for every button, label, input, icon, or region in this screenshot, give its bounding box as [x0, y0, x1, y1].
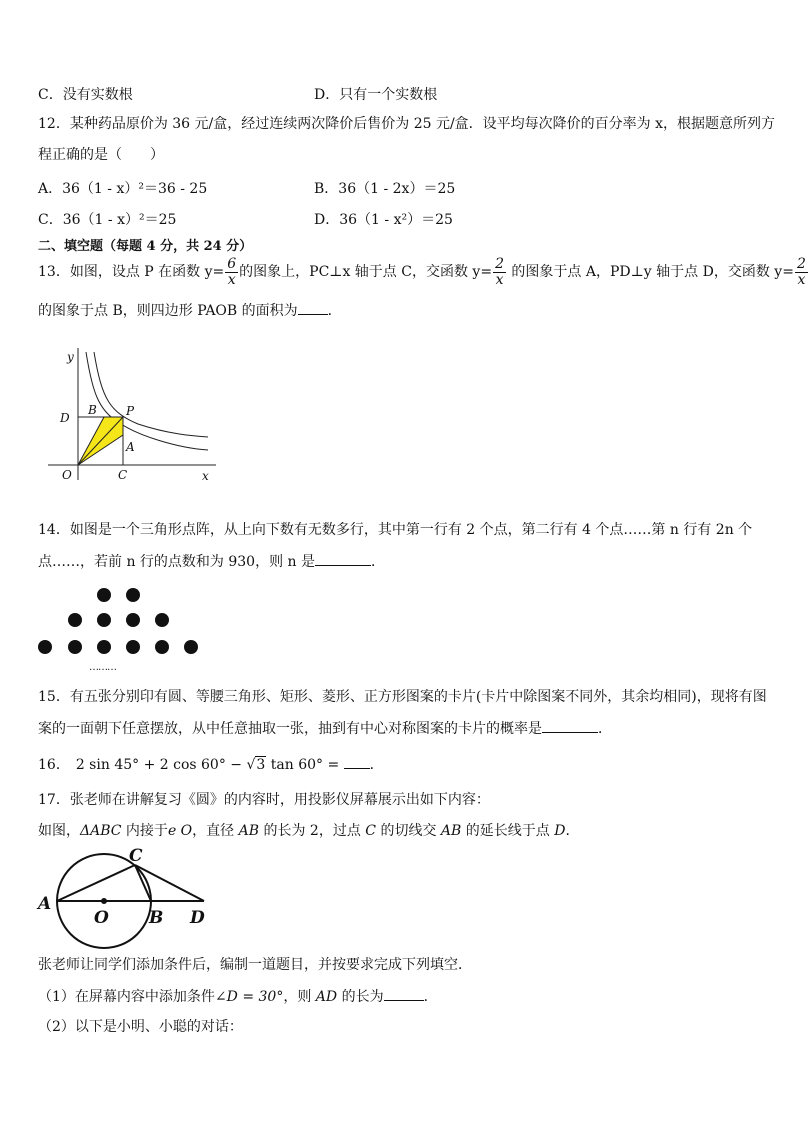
q13-end-punct: ．	[327, 303, 342, 319]
dot	[155, 613, 169, 627]
label-y: y	[67, 350, 74, 364]
fraction-denominator: x	[797, 271, 806, 288]
dot	[38, 640, 52, 654]
q13-text-3: 的图象于点 A，PD⊥y 轴于点 D，交函数 y=	[506, 264, 794, 280]
q12-option-b: B．36（1 - 2x）＝25	[314, 181, 456, 197]
dot	[97, 640, 111, 654]
center-point	[101, 898, 107, 904]
q13-stem-line1	[38, 256, 809, 288]
segment-ab: AB	[440, 823, 462, 839]
q13-stem-line2	[38, 302, 342, 319]
q15-stem-line2	[38, 720, 612, 737]
q15-text: 案的一面朝下任意摆放，从中任意抽取一张，抽到有中心对称图案的卡片的概率是	[38, 721, 542, 737]
dot	[126, 613, 140, 627]
q17-end-punct: ．	[565, 823, 580, 839]
label-x: x	[202, 469, 209, 483]
q16-end-punct: ．	[369, 757, 384, 773]
q17-circle-figure	[34, 843, 214, 928]
dot	[68, 640, 82, 654]
continuation-ellipsis: ………	[89, 662, 116, 673]
q15-end-punct: ．	[598, 721, 612, 737]
q17-sub1	[38, 988, 438, 1005]
q17-text: 的长为 2，过点	[259, 823, 366, 839]
label-a: A	[38, 894, 52, 914]
label-d: D	[60, 411, 70, 425]
label-c: C	[118, 468, 128, 482]
q17-stem-line2	[38, 823, 579, 839]
point-c: C	[365, 823, 376, 839]
q13-fraction-2x-b	[795, 257, 808, 288]
q17-stem-line1: 17．张老师在讲解复习《圆》的内容时，用投影仪屏幕展示出如下内容：	[38, 792, 490, 808]
q14-text: 点……，若前 n 行的点数和为 930，则 n 是	[38, 554, 316, 570]
q13-text-1: 13．如图，设点 P 在函数 y=	[38, 264, 225, 280]
q16-expression-part1: 2 sin 45° + 2 cos 60° −	[75, 757, 247, 773]
q17-sub1-text: 的长为	[337, 989, 384, 1005]
fraction-denominator: x	[227, 271, 236, 288]
q17-text: ，直径	[192, 823, 239, 839]
segment-cb	[135, 865, 151, 901]
q13-text-4: 的图象于点 B，则四边形 PAOB 的面积为	[38, 303, 298, 319]
segment-ab: AB	[238, 823, 260, 839]
answer-blank	[344, 756, 370, 769]
q15-stem-line1: 15．有五张分别印有圆、等腰三角形、矩形、菱形、正方形图案的卡片(卡片中除图案不同外，其余均相同)，现将有图	[38, 689, 767, 705]
fraction-numerator: 2	[796, 255, 806, 272]
section-title: 二、填空题（每题 4 分，共 24 分）	[38, 239, 253, 254]
answer-blank	[542, 720, 598, 733]
q14-stem-line1: 14．如图是一个三角形点阵，从上向下数有无数多行，其中第一行有 2 个点，第二行有 4 个点……第 n 行有 2n 个	[38, 522, 753, 538]
label-a: A	[126, 440, 135, 454]
q12-stem-line1: 12．某种药品原价为 36 元/盒，经过连续两次降价后售价为 25 元/盒．设平均每次降价的百分率为 x，根据题意所列方	[38, 116, 776, 132]
q13-graph-figure	[38, 340, 228, 490]
q17-sub1-text: （1）在屏幕内容中添加条件	[38, 989, 215, 1005]
segment-ad: AD	[315, 989, 338, 1005]
dot	[126, 640, 140, 654]
q17-stem-line3: 张老师让同学们添加条件后，编制一道题目，并按要求完成下列填空．	[38, 957, 472, 973]
dot	[126, 588, 140, 602]
angle-condition: ∠D = 30°	[214, 989, 284, 1005]
q16-number: 16．	[38, 757, 70, 773]
dot	[68, 613, 82, 627]
q12-stem-line2: 程正确的是（ ）	[38, 147, 164, 163]
q17-text: 的切线交	[376, 823, 441, 839]
answer-blank	[298, 302, 328, 315]
label-d: D	[190, 908, 205, 928]
q14-dot-triangle-figure	[34, 584, 204, 674]
q12-option-d: D．36（1 - x²）＝25	[314, 212, 453, 228]
fraction-denominator: x	[495, 271, 504, 288]
option-d: D．只有一个实数根	[314, 87, 438, 103]
q13-text-2: 的图象上，PC⊥x 轴于点 C，交函数 y=	[239, 264, 493, 280]
label-b: B	[88, 403, 97, 417]
label-b: B	[149, 908, 164, 928]
dot	[97, 613, 111, 627]
q14-end-punct: ．	[371, 554, 386, 570]
answer-blank	[315, 553, 371, 566]
fraction-numerator: 2	[495, 255, 504, 272]
label-o: O	[62, 468, 72, 482]
q12-option-c: C．36（1 - x）²＝25	[38, 212, 177, 228]
q12-option-a: A．36（1 - x）²＝36 - 25	[38, 181, 208, 197]
circle-o: e O	[167, 823, 193, 839]
q16-expression-part2: tan 60° =	[266, 757, 344, 773]
dot	[184, 640, 198, 654]
triangle-abc: ΔABC	[80, 823, 122, 839]
point-d: D	[554, 823, 566, 839]
dot	[155, 640, 169, 654]
q14-stem-line2	[38, 553, 385, 570]
q17-text: 如图，	[38, 823, 80, 839]
q17-sub1-text: ，则	[283, 989, 316, 1005]
q13-fraction-2x-a	[493, 257, 506, 288]
label-o: O	[94, 908, 109, 928]
dot	[97, 588, 111, 602]
q17-sub2: （2）以下是小明、小聪的对话：	[38, 1019, 243, 1035]
q16-stem	[38, 756, 384, 773]
fraction-numerator: 6	[227, 255, 237, 272]
q13-fraction-6x	[225, 257, 238, 288]
q17-sub1-end-punct: ．	[423, 989, 438, 1005]
answer-blank	[384, 988, 424, 1001]
option-c: C．没有实数根	[38, 87, 133, 103]
sqrt-radicand: 3	[256, 757, 266, 773]
q17-text: 的延长线于点	[461, 823, 555, 839]
label-c: C	[129, 846, 143, 866]
tangent-cd	[135, 865, 204, 901]
sqrt-symbol: √	[246, 757, 256, 773]
label-p: P	[126, 404, 135, 418]
q17-text: 内接于	[121, 823, 168, 839]
